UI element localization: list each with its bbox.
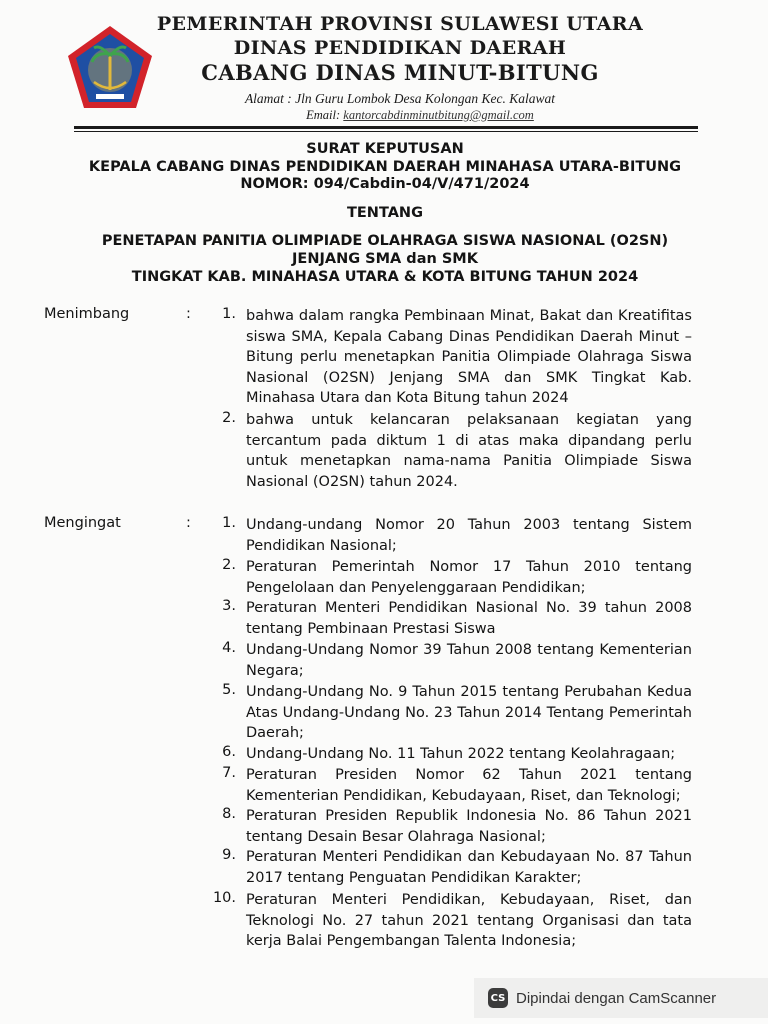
letterhead-address: Alamat : Jln Guru Lombok Desa Kolongan Kec. Kalawat [244,91,556,106]
letterhead-government: PEMERINTAH PROVINSI SULAWESI UTARA [156,13,644,35]
decree-issuer: KEPALA CABANG DINAS PENDIDIKAN DAERAH MINAHASA UTARA-BITUNG [88,159,682,175]
item-text: Peraturan Menteri Pendidikan dan Kebudayaan No. 87 Tahun 2017 tentang Penguatan Pendidikan Karakter; [246,849,692,886]
item-text: Peraturan Pemerintah Nomor 17 Tahun 2010 tentang Pengelolaan dan Penyelenggaraan Pendidikan; [246,559,692,596]
decree-number: NOMOR: 094/Cabdin-04/V/471/2024 [240,176,530,192]
item-number: 1. [222,306,236,322]
menimbang-colon: : [186,306,191,322]
item-text: Undang-Undang No. 9 Tahun 2015 tentang Perubahan Kedua Atas Undang-Undang No. 23 Tahun 2014 Tentang Pemerintah Daerah; [246,684,692,741]
item-number: 10. [212,890,236,906]
item-text: Undang-Undang Nomor 39 Tahun 2008 tentang Kementerian Negara; [246,642,692,679]
mengingat-colon: : [186,515,191,531]
letterhead-rule-thick [74,126,698,129]
item-number: 6. [222,744,236,760]
item-text: bahwa untuk kelancaran pelaksanaan kegiatan yang tercantum pada diktum 1 di atas maka dipandang perlu untuk menetapkan nama-nama Panitia Olimpiade Siswa Nasional (O2SN) tahun 2024. [246,412,692,490]
decree-subject-line2: JENJANG SMA dan SMK [292,251,478,267]
item-text: Peraturan Presiden Republik Indonesia No. 86 Tahun 2021 tentang Desain Besar Olahraga Nasional; [246,808,692,845]
item-text: bahwa dalam rangka Pembinaan Minat, Bakat dan Kreatifitas siswa SMA, Kepala Cabang Dinas Pendidikan Daerah Minut – Bitung perlu menetapkan Panitia Olimpiade Olahraga Siswa Nasional (O2SN) Jenjang SMA dan SMK Tingkat Kab. Minahasa Utara dan Kota Bitung tahun 2024 [246,308,692,406]
email-label: Email: [306,108,341,122]
item-number: 8. [222,806,236,822]
item-text: Peraturan Menteri Pendidikan, Kebudayaan, Riset, dan Teknologi No. 27 tahun 2021 tentang Organisasi dan tata kerja Balai Pengembangan Talenta Indonesia; [246,892,692,949]
item-number: 9. [222,847,236,863]
camscanner-text: Dipindai dengan CamScanner [516,989,717,1007]
item-number: 2. [222,557,236,573]
decree-subject-line3: TINGKAT KAB. MINAHASA UTARA & KOTA BITUNG TAHUN 2024 [131,269,639,285]
item-text: Peraturan Menteri Pendidikan Nasional No. 39 tahun 2008 tentang Pembinaan Prestasi Siswa [246,600,692,637]
item-text: Undang-Undang No. 11 Tahun 2022 tentang Keolahragaan; [246,746,676,762]
decree-subject-line1: PENETAPAN PANITIA OLIMPIADE OLAHRAGA SISWA NASIONAL (O2SN) [101,233,669,249]
mengingat-label: Mengingat [44,515,121,531]
item-number: 4. [222,640,236,656]
item-number: 5. [222,682,236,698]
item-number: 2. [222,410,236,426]
item-number: 7. [222,765,236,781]
letterhead [150,12,650,123]
item-text: Undang-undang Nomor 20 Tahun 2003 tentang Sistem Pendidikan Nasional; [246,517,692,554]
email-address: kantorcabdinminutbitung@gmail.com [343,108,534,122]
item-text: Peraturan Presiden Nomor 62 Tahun 2021 tentang Kementerian Pendidikan, Kebudayaan, Riset, dan Teknologi; [246,767,692,804]
decree-about-heading: TENTANG [347,205,423,221]
item-number: 3. [222,598,236,614]
provincial-emblem-logo [66,24,154,112]
decree-title: SURAT KEPUTUSAN [306,141,464,157]
letterhead-email [190,108,650,123]
camscanner-watermark [474,978,768,1018]
letterhead-branch: CABANG DINAS MINUT-BITUNG [201,60,599,85]
menimbang-label: Menimbang [44,306,130,322]
item-number: 1. [222,515,236,531]
letterhead-agency: DINAS PENDIDIKAN DAERAH [233,37,567,59]
camscanner-logo-icon: CS [488,988,508,1008]
letterhead-rule-thin [74,131,698,132]
